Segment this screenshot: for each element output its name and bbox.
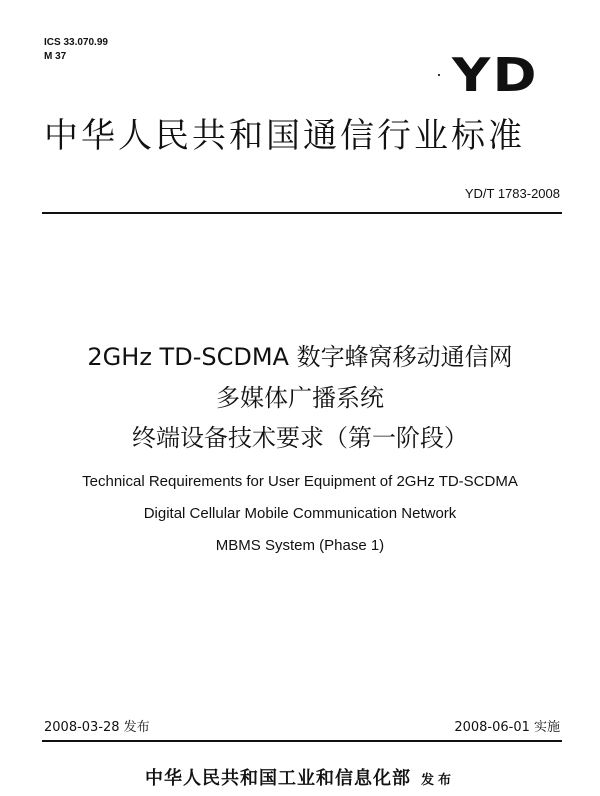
issuer-name: 中华人民共和国工业和信息化部 xyxy=(144,768,411,789)
ics-code: ICS 33.070.99 xyxy=(44,37,108,48)
issuer-line xyxy=(0,764,600,790)
title-cn-line-2: 多媒体广播系统 xyxy=(216,384,384,412)
standard-number: YD/T 1783-2008 xyxy=(464,186,560,201)
category-code: M 37 xyxy=(44,51,67,62)
yd-logo: YD xyxy=(452,48,539,102)
issue-verb: 发布 xyxy=(420,773,455,788)
title-en-line-2: Digital Cellular Mobile Communication Network xyxy=(143,505,457,522)
org-title: 中华人民共和国通信行业标准 xyxy=(44,116,525,156)
implementation-date: 2008-06-01 实施 xyxy=(454,720,560,735)
speck-mark xyxy=(438,74,440,76)
title-cn-line-1: 2GHz TD-SCDMA 数字蜂窝移动通信网 xyxy=(87,343,513,371)
classification-codes xyxy=(44,36,108,64)
title-cn-line-3: 终端设备技术要求（第一阶段） xyxy=(132,424,468,452)
issue-date: 2008-03-28 发布 xyxy=(44,720,150,735)
header-divider xyxy=(42,212,562,214)
title-en-line-3: MBMS System (Phase 1) xyxy=(215,537,385,554)
title-en-line-1: Technical Requirements for User Equipment of 2GHz TD-SCDMA xyxy=(82,473,518,490)
footer-divider xyxy=(42,740,562,742)
